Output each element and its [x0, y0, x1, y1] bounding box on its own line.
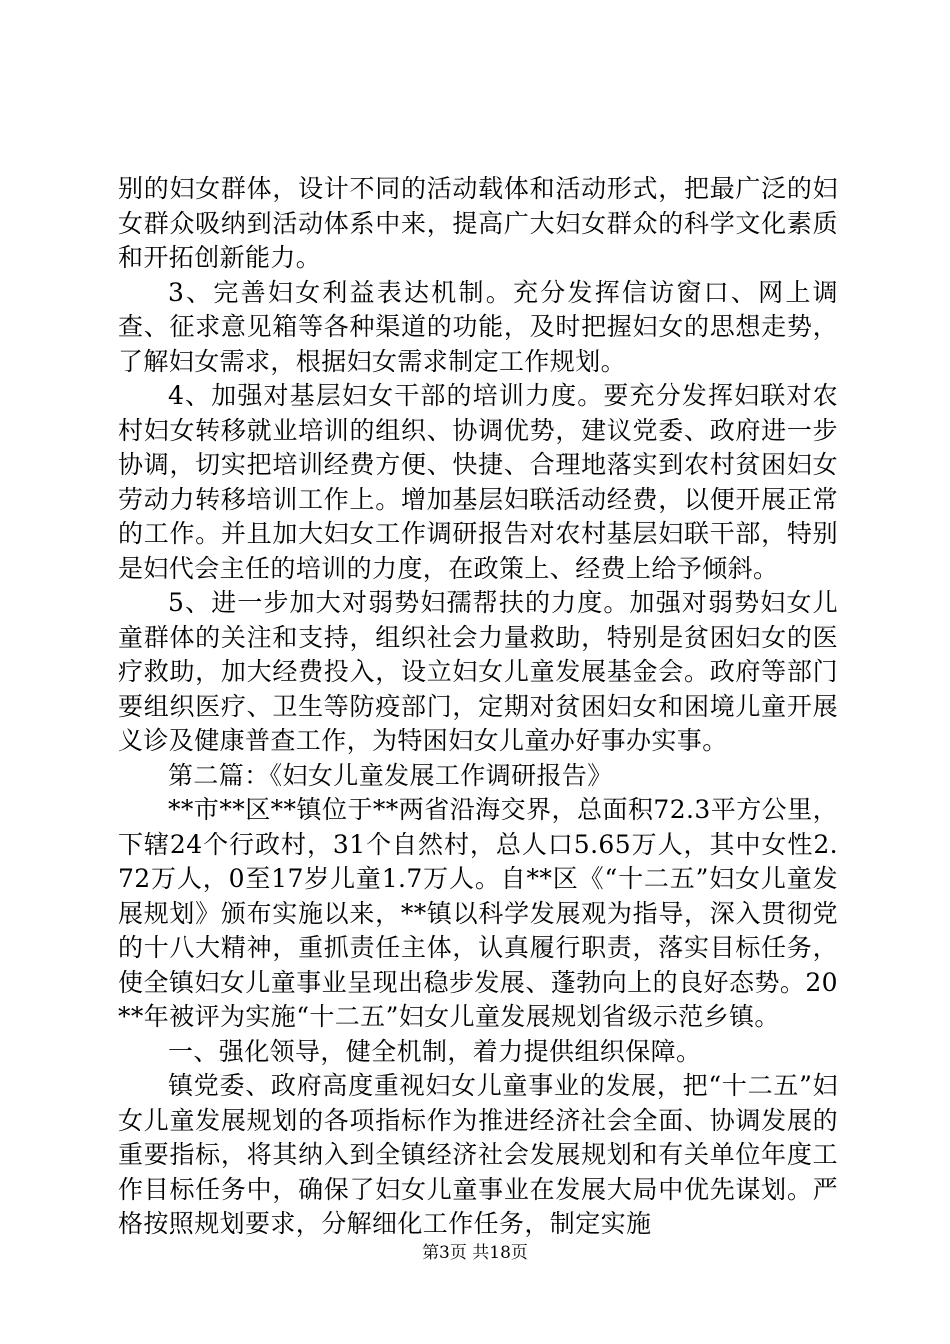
- section-title: 第二篇：《妇女儿童发展工作调研报告》: [168, 760, 613, 790]
- paragraph-intro: **市**区**镇位于**两省沿海交界，总面积72.3平方公里，下辖24个行政村，31个自然村，总人口5.65万人，其中女性2.72万人，0至17岁儿童1.7万人。自**区《“十二五”妇女儿童发展规划》颁布实施以来，**镇以科学发展观为指导，深入贯彻党的十八大精神，重抓责任主体，认真履行职责，落实目标任务，使全镇妇女儿童事业呈现出稳步发展、蓬勃向上的良好态势。20**年被评为实施“十二五”妇女儿童发展规划省级示范乡镇。: [118, 795, 838, 1031]
- paragraph-item-4: 4、加强对基层妇女干部的培训力度。要充分发挥妇联对农村妇女转移就业培训的组织、协调优势，建议党委、政府进一步协调，切实把培训经费方便、快捷、合理地落实到农村贫困妇女劳动力转移培训工作上。增加基层妇联活动经费，以便开展正常的工作。并且加大妇女工作调研报告对农村基层妇联干部，特别是妇代会主任的培训的力度，在政策上、经费上给予倾斜。: [118, 381, 838, 583]
- section-heading-1: 一、强化领导，健全机制，着力提供组织保障。: [168, 1036, 702, 1066]
- page-number-footer: 第3页 共18页: [422, 1243, 528, 1263]
- paragraph-item-5: 5、进一步加大对弱势妇孺帮扶的力度。加强对弱势妇女儿童群体的关注和支持，组织社会力量救助，特别是贫困妇女的医疗救助，加大经费投入，设立妇女儿童发展基金会。政府等部门要组织医疗、卫生等防疫部门，定期对贫困妇女和困境儿童开展义诊及健康普查工作，为特困妇女儿童办好事办实事。: [118, 588, 838, 755]
- paragraph-item-3: 3、完善妇女利益表达机制。充分发挥信访窗口、网上调查、征求意见箱等各种渠道的功能，及时把握妇女的思想走势，了解妇女需求，根据妇女需求制定工作规划。: [118, 277, 838, 376]
- paragraph-continuation: 别的妇女群体，设计不同的活动载体和活动形式，把最广泛的妇女群众吸纳到活动体系中来，提高广大妇女群众的科学文化素质和开拓创新能力。: [118, 174, 838, 272]
- paragraph-section-1: 镇党委、政府高度重视妇女儿童事业的发展，把“十二五”妇女儿童发展规划的各项指标作为推进经济社会全面、协调发展的重要指标，将其纳入到全镇经济社会发展规划和有关单位年度工作目标任务中，确保了妇女儿童事业在发展大局中优先谋划。严格按照规划要求，分解细化工作任务，制定实施: [118, 1071, 838, 1238]
- document-body: [118, 172, 838, 1242]
